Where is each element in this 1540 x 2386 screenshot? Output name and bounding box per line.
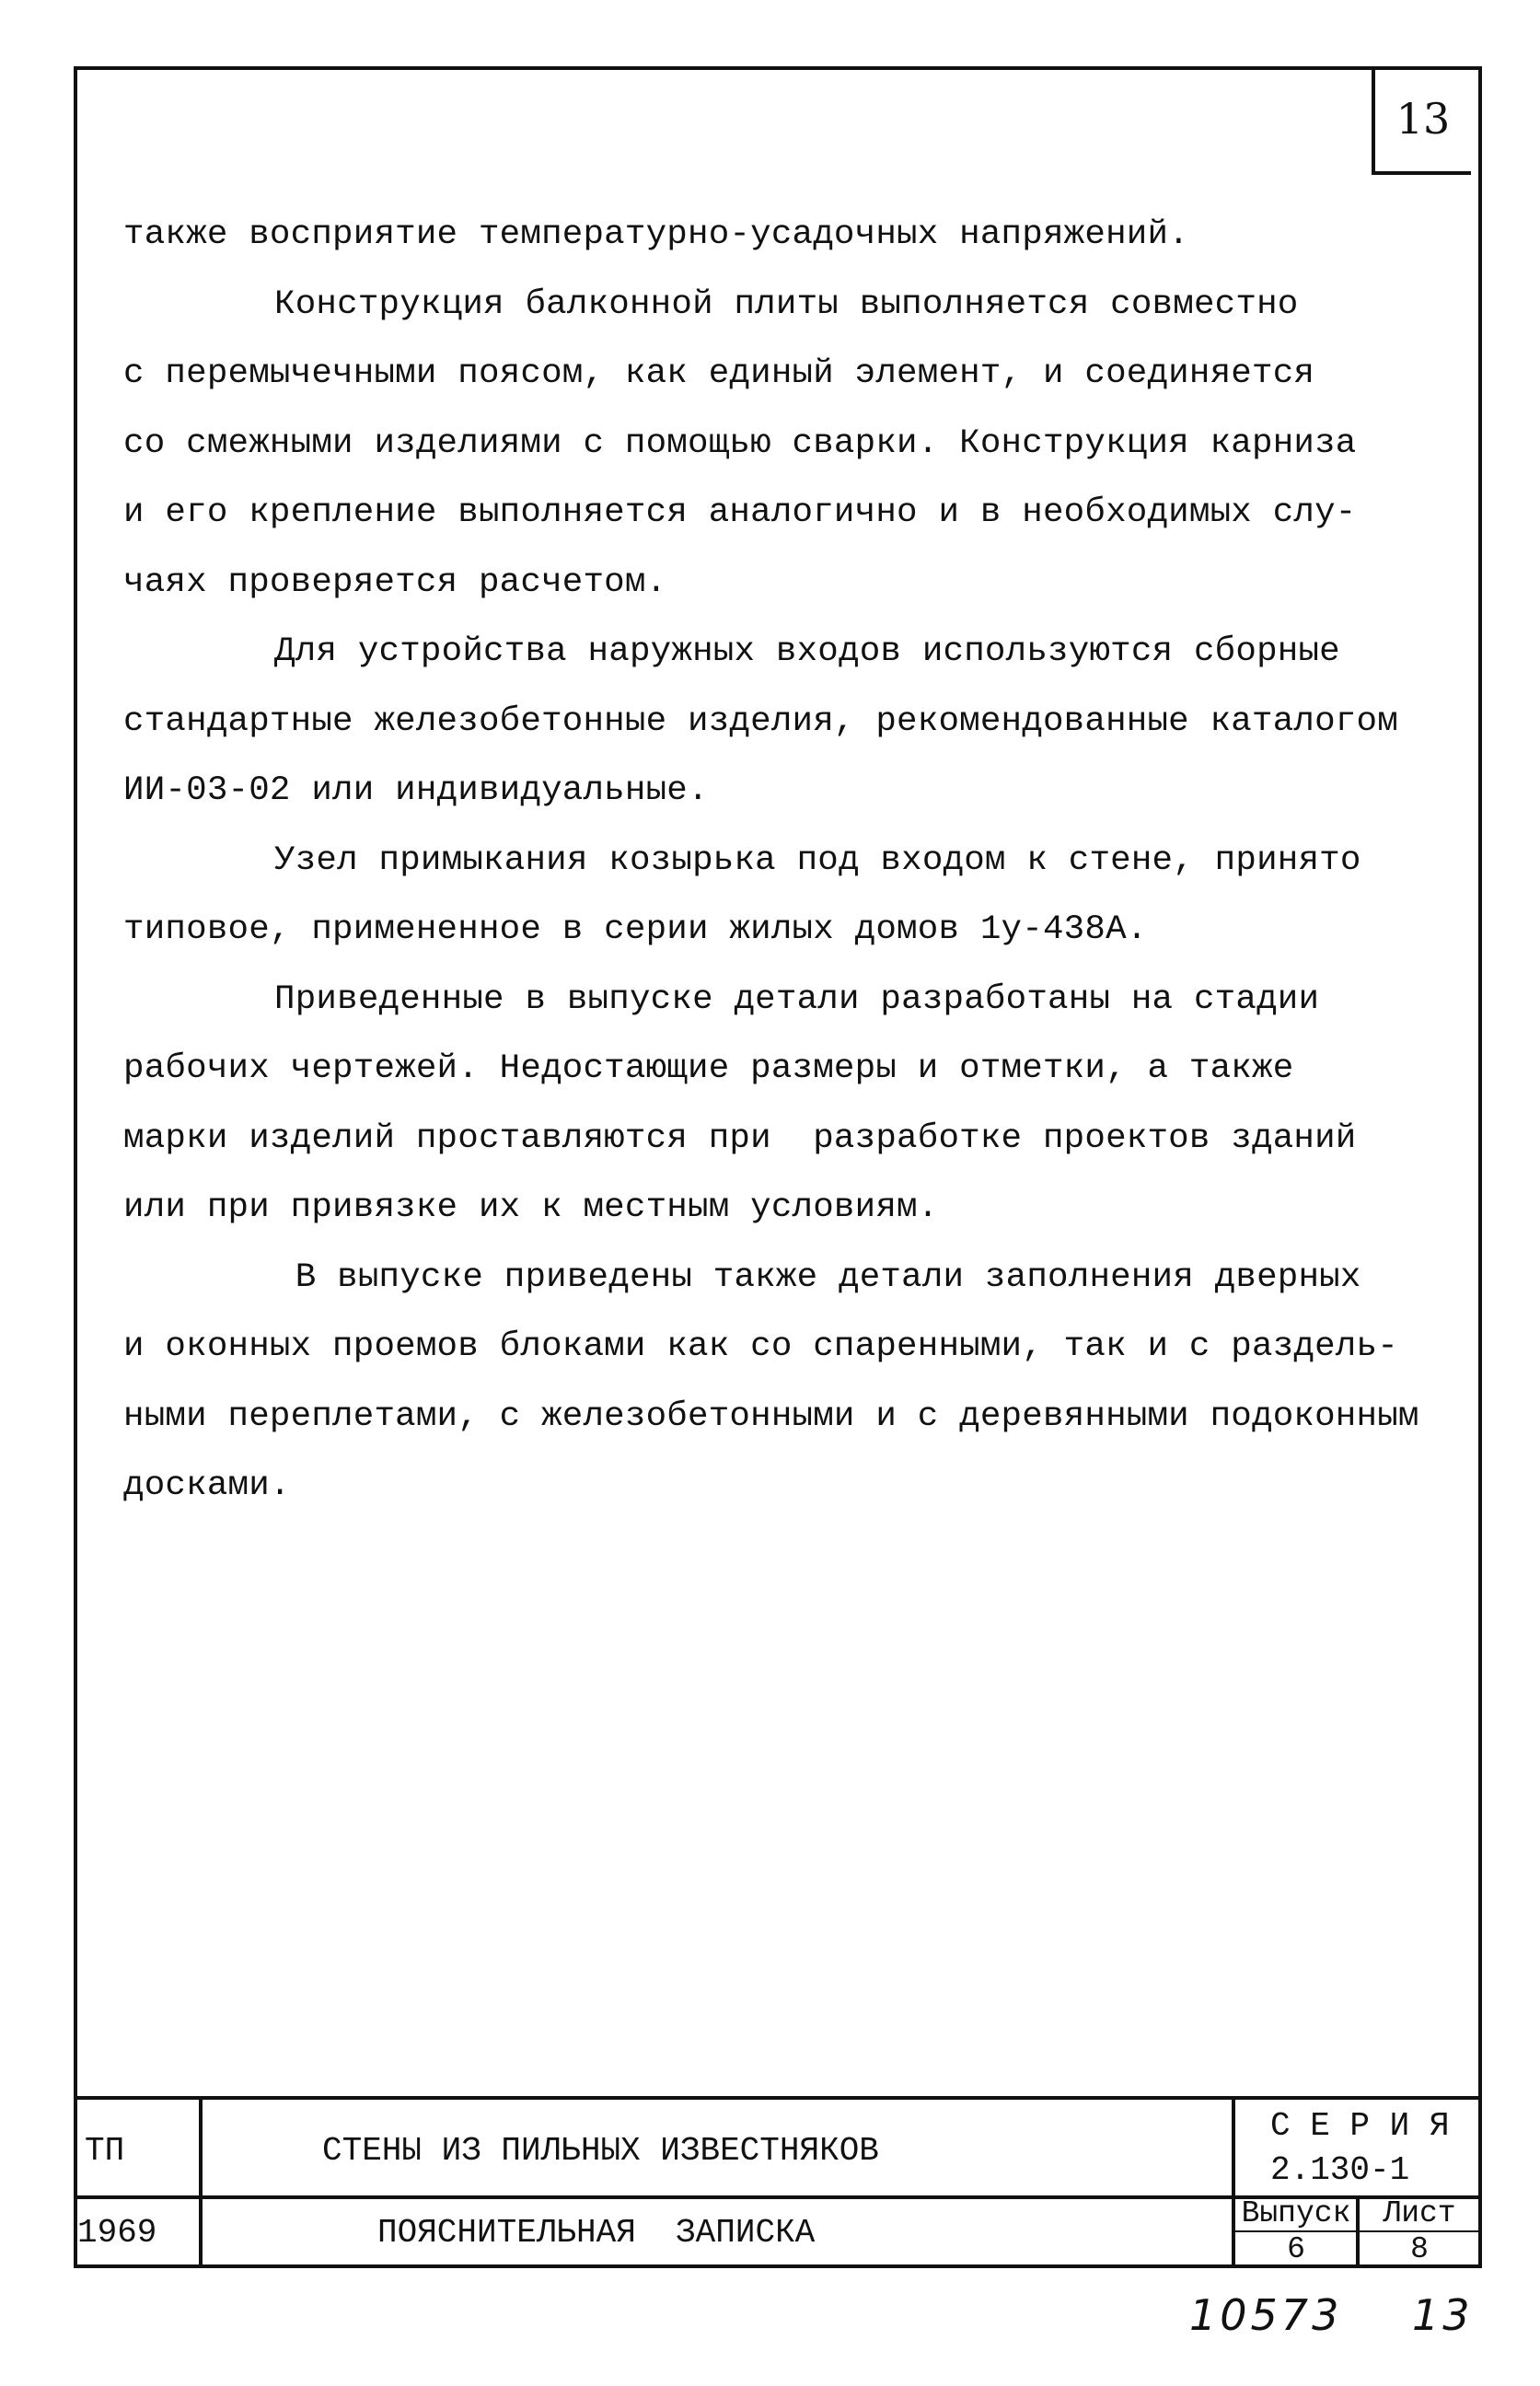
title-main: СТЕНЫ ИЗ ПИЛЬНЫХ ИЗВЕСТНЯКОВ [322, 2131, 879, 2170]
sheet-label-cell [1360, 2195, 1479, 2230]
series-label-cell [1270, 2103, 1482, 2148]
body-text [123, 201, 1467, 1522]
issue-value: 6 [1287, 2231, 1305, 2266]
page-number-box [1372, 66, 1471, 175]
body-line: В выпуске приведены также детали заполнения дверных [274, 1257, 1361, 1297]
body-line: также восприятие температурно-усадочных напряжений. [123, 215, 1189, 254]
sheet-label: Лист [1383, 2195, 1456, 2230]
sheet-value-cell [1360, 2232, 1479, 2265]
series-value: 2.130-1 [1270, 2150, 1410, 2189]
body-line: досками. [123, 1466, 291, 1505]
year: 1969 [77, 2213, 157, 2252]
page-number: 13 [1395, 94, 1451, 144]
body-line: Приведенные в выпуске детали разработаны на стадии [274, 979, 1320, 1019]
body-line: марки изделий проставляются при разработке проектов зданий [123, 1118, 1357, 1158]
body-line: и оконных проемов блоками как со спаренными, так и с раздель- [123, 1327, 1398, 1366]
inventory-number: 10573 [1189, 2290, 1343, 2340]
body-line: с перемычечными поясом, как единый элемент, и соединяется [123, 354, 1315, 393]
org-cell [85, 2118, 195, 2183]
org-code: ТП [85, 2131, 125, 2170]
title-sub: ПОЯСНИТЕЛЬНАЯ ЗАПИСКА [377, 2213, 816, 2252]
body-line: ными переплетами, с железобетонными и с деревянными подоконным [123, 1396, 1419, 1436]
issue-value-cell [1235, 2232, 1357, 2265]
body-line: Узел примыкания козырька под входом к стене, принято [274, 840, 1361, 880]
body-line: ИИ-03-02 или индивидуальные. [123, 771, 709, 810]
title-main-cell [322, 2118, 1151, 2183]
issue-label-cell [1235, 2195, 1357, 2230]
series-value-cell [1270, 2148, 1473, 2192]
body-line: рабочих чертежей. Недостающие размеры и отметки, а также [123, 1049, 1294, 1088]
series-label: С Е Р И Я [1270, 2106, 1450, 2145]
body-line: и его крепление выполняется аналогично и в необходимых слу- [123, 493, 1357, 532]
body-line: Конструкция балконной плиты выполняется совместно [274, 284, 1299, 324]
body-line: или при привязке их к местным условиям. [123, 1188, 939, 1227]
body-line: стандартные железобетонные изделия, рекомендованные каталогом [123, 701, 1398, 741]
sheet-value: 8 [1410, 2231, 1429, 2266]
title-block-col-divider-left [199, 2100, 203, 2268]
body-line: со смежными изделиями с помощью сварки. Конструкция карниза [123, 423, 1357, 463]
body-line: чаях проверяется расчетом. [123, 562, 667, 602]
body-line: типовое, примененное в серии жилых домов 1у-438А. [123, 910, 1148, 949]
title-sub-cell [377, 2203, 1169, 2262]
title-block [74, 2096, 1482, 2264]
year-cell [77, 2203, 199, 2262]
handwritten-page-number: 13 [1412, 2290, 1474, 2340]
issue-label: Выпуск [1241, 2195, 1351, 2230]
body-line: Для устройства наружных входов используются сборные [274, 632, 1340, 671]
